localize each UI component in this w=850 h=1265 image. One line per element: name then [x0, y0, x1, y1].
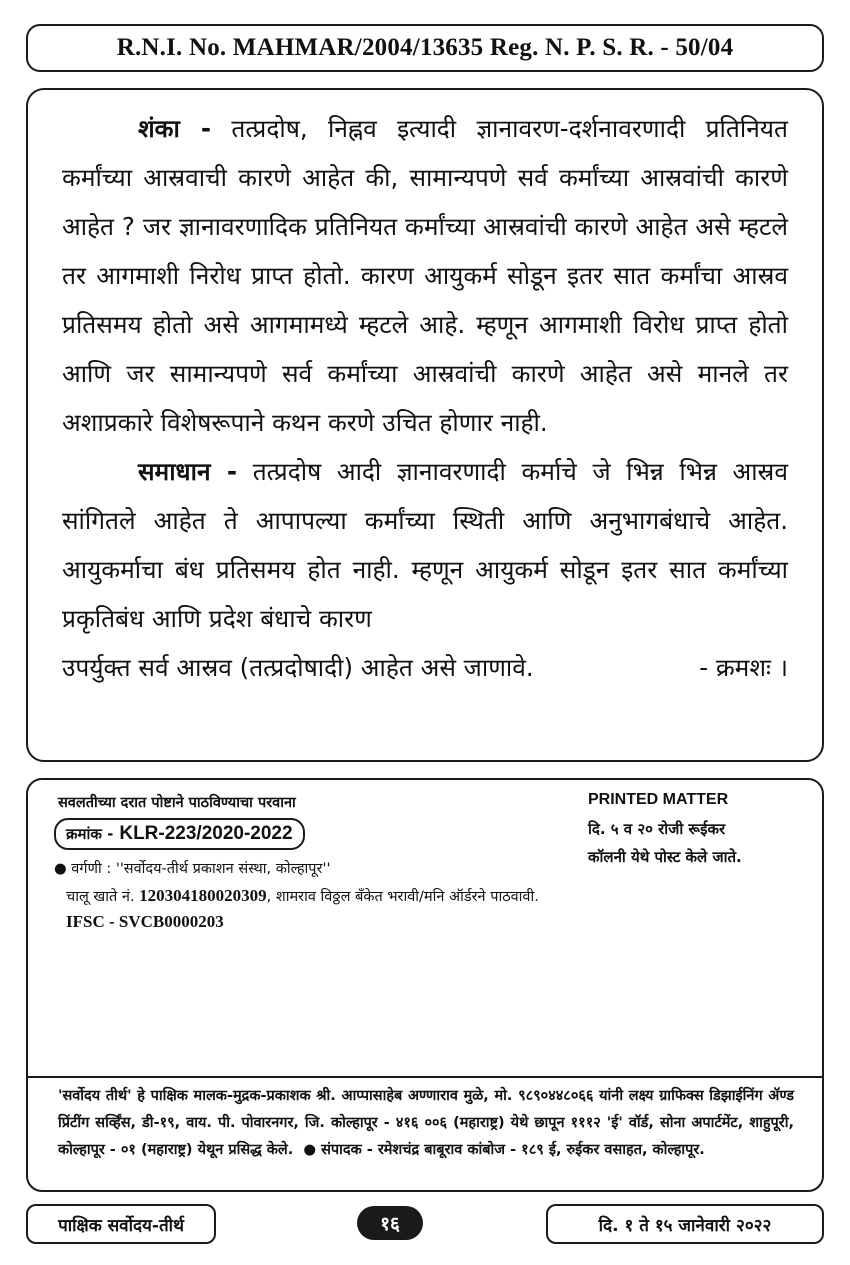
question-paragraph — [62, 104, 788, 447]
issue-date: दि. १ ते १५ जानेवारी २०२२ — [598, 1215, 772, 1236]
answer-last-text: उपर्युक्त सर्व आस्रव (तत्प्रदोषादी) आहेत असे जाणावे. — [62, 653, 534, 682]
notice-divider — [28, 1076, 822, 1078]
account-number: 120304180020309 — [139, 886, 267, 905]
printed-matter-label: PRINTED MATTER — [588, 791, 729, 808]
posting-info-line1: दि. ५ व २० रोजी रूईकर — [588, 820, 726, 838]
editor-line: ● संपादक - रमेशचंद्र बाबूराव कांबोज - १८९ ई, रुईकर वसाहत, कोल्हापूर. — [303, 1142, 705, 1158]
imprint-text — [58, 1083, 794, 1164]
answer-text: तत्प्रदोष आदी ज्ञानावरणादी कर्माचे जे भिन्न भिन्न आस्रव सांगितले आहेत ते आपापल्या कर्मांच्या स्थिती आणि अनुभागबंधाचे आहेत. आयुकर्माचा बंध प्रतिसमय होत नाही. म्हणून आयुकर्म सोडून इतर सात कर्मांच्या प्रकृतिबंध आणि प्रदेश बंधाचे कारण — [62, 457, 788, 633]
publication-name-box — [26, 1204, 216, 1244]
license-number: KLR-223/2020-2022 — [119, 823, 293, 844]
answer-lead: समाधान - — [138, 457, 238, 486]
publisher-imprint: 'सर्वोदय तीर्थ' हे पाक्षिक मालक-मुद्रक-प्रकाशक श्री. आप्पासाहेब अण्णाराव मुळे, मो. ९८९०४४८०६६ यांनी लक्ष्य ग्राफिक्स डिझाईनिंग ॲण्ड प्रिंटींग सर्व्हिंस, डी-१९, वाय. पी. पोवारनगर, जि. कोल्हापूर - ४१६ ००६ (महाराष्ट्र) येथे छापून १११२ 'ई' वॉर्ड, सोना अपार्टमेंट, शाहुपूरी, कोल्हापूर - ०१ (महाराष्ट्र) येथून प्रसिद्ध केले. — [58, 1088, 794, 1158]
answer-paragraph — [62, 447, 788, 643]
article-box — [26, 88, 824, 762]
postal-notice-box — [26, 778, 824, 1192]
answer-last-line — [62, 643, 788, 692]
continued-marker: - क्रमशः । — [699, 653, 788, 682]
ifsc-code: IFSC - SVCB0000203 — [66, 912, 224, 931]
rni-number: R.N.I. No. MAHMAR/2004/13635 Reg. N. P. S. R. - 50/04 — [116, 34, 734, 61]
license-label: क्रमांक - — [66, 825, 114, 843]
publication-name: पाक्षिक सर्वोदय-तीर्थ — [58, 1215, 184, 1236]
posting-info-line2: कॉलनी येथे पोस्ट केले जाते. — [588, 848, 742, 866]
account-prefix: चालू खाते नं. — [66, 889, 135, 905]
license-badge — [54, 818, 305, 850]
question-text: तत्प्रदोष, निह्नव इत्यादी ज्ञानावरण-दर्शनावरणादी प्रतिनियत कर्मांच्या आस्रवाची कारणे आहेत की, सामान्यपणे सर्व कर्मांच्या आस्रवांची कारणे आहेत ? जर ज्ञानावरणादिक प्रतिनियत कर्मांच्या आस्रवांची कारणे आहेत असे म्हटले तर आगमाशी निरोध प्राप्त होतो. कारण आयुकर्म सोडून इतर सात कर्मांचा आस्रव प्रतिसमय होतो असे आगमामध्ये म्हटले आहे. म्हणून आगमाशी विरोध प्राप्त होतो आणि जर सामान्यपणे सर्व कर्मांच्या आस्रवांची कारणे आहेत असे मानले तर अशाप्रकारे विशेषरूपाने कथन करणे उचित होणार नाही. — [62, 114, 788, 437]
account-suffix: , शामराव विठ्ठल बँकेत भरावी/मनि ऑर्डरने पाठवावी. — [266, 889, 539, 905]
registration-header — [26, 24, 824, 72]
license-title: सवलतीच्या दरात पोष्टाने पाठविण्याचा परवाना — [58, 795, 296, 811]
page-number: १६ — [357, 1206, 423, 1240]
question-lead: शंका - — [138, 114, 212, 143]
bank-account-line — [66, 886, 539, 906]
subscription-payee: ● वर्गणी : ''सर्वोदय-तीर्थ प्रकाशन संस्था, कोल्हापूर'' — [54, 861, 331, 877]
issue-date-box — [546, 1204, 824, 1244]
